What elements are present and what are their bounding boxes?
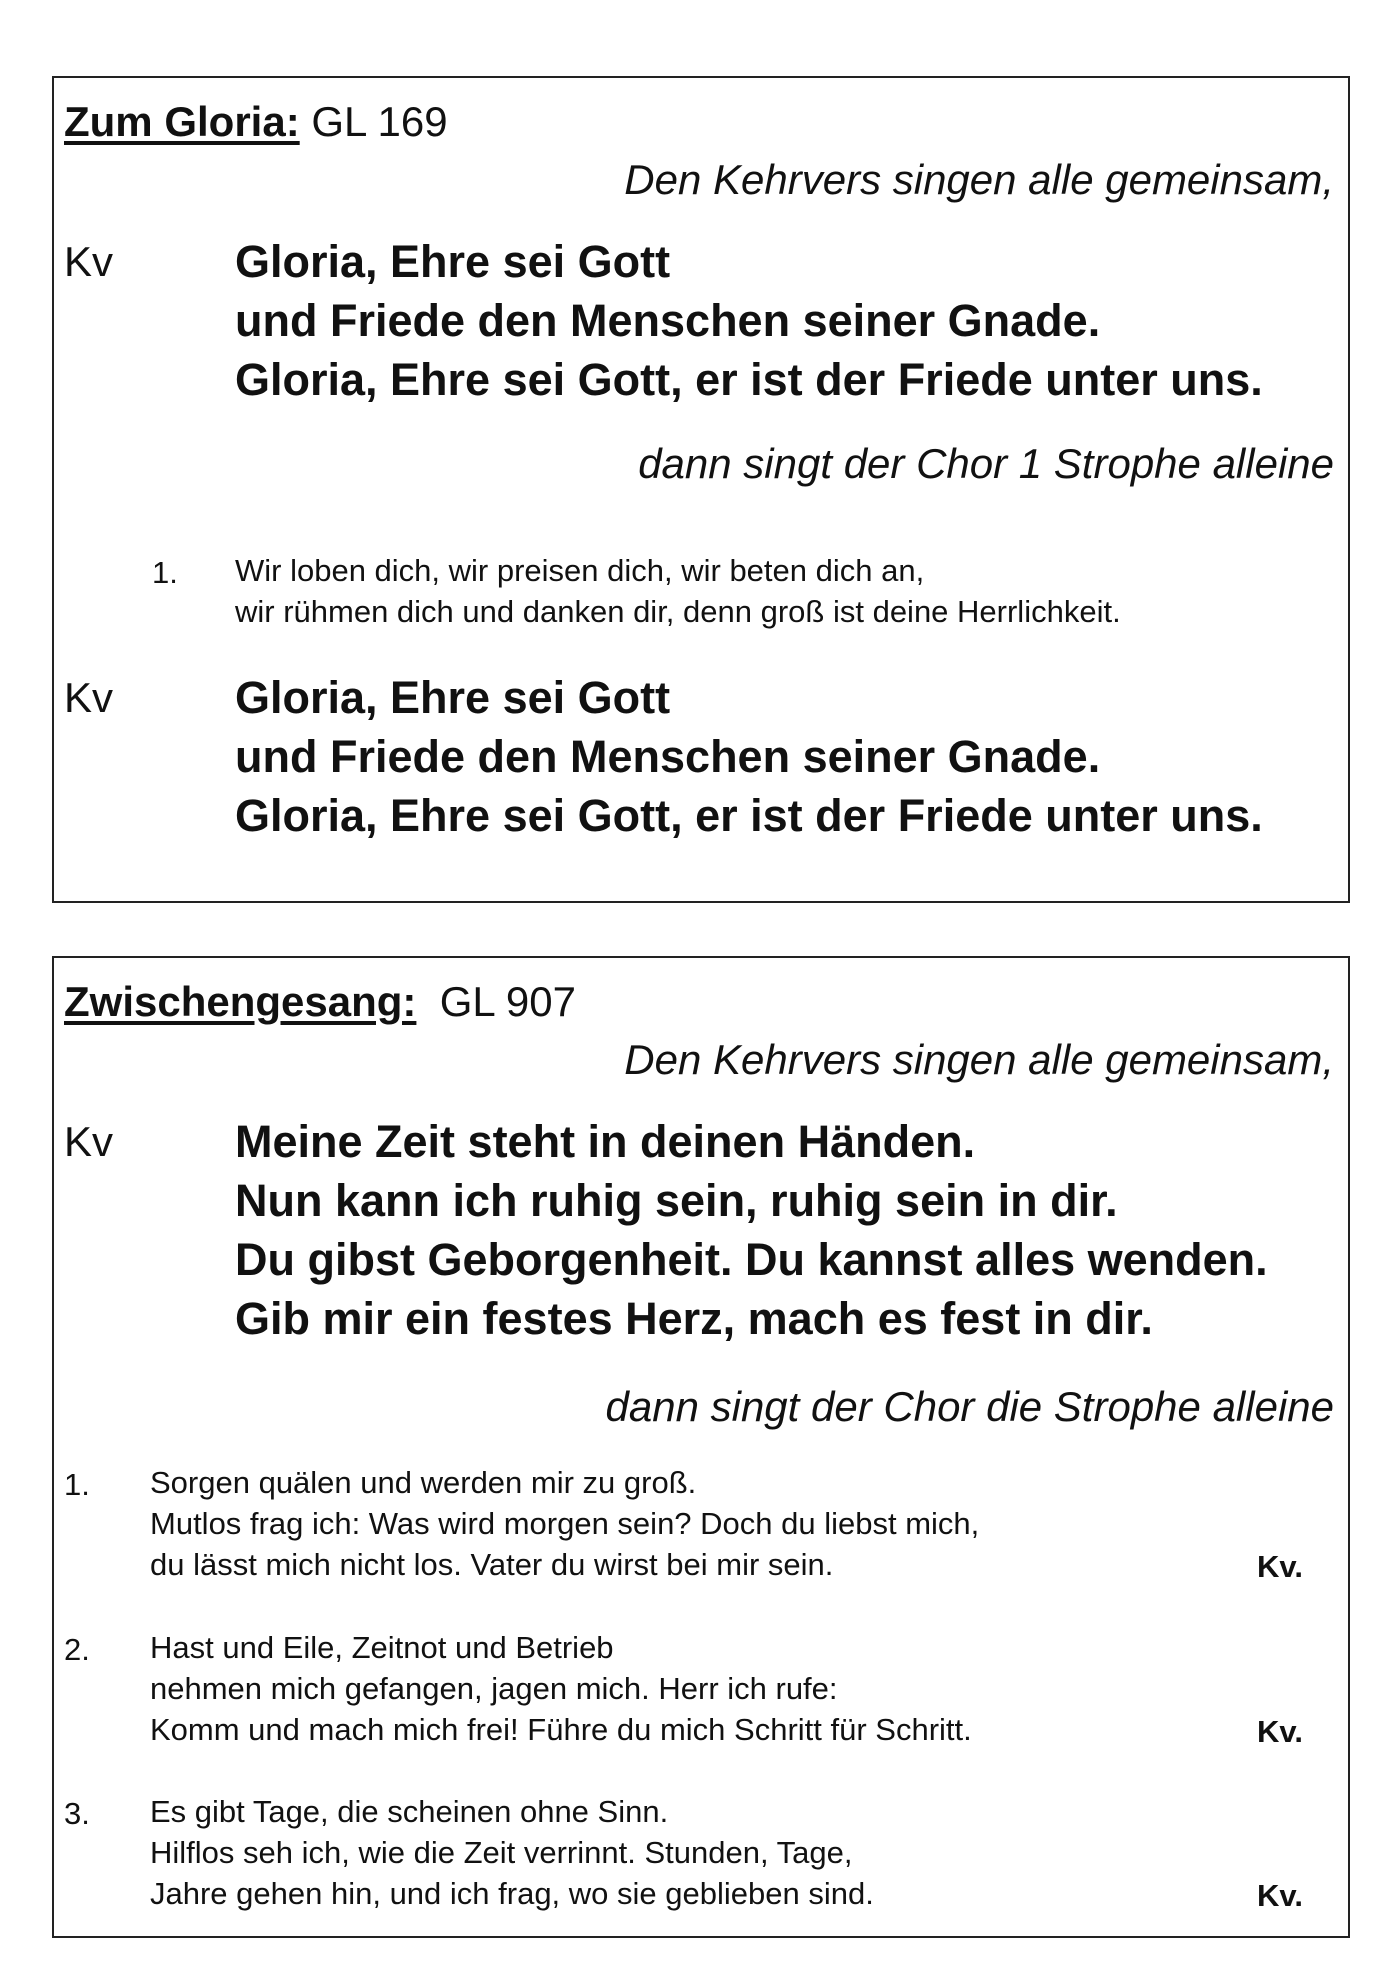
stanza-number: 2. [64, 1632, 90, 1667]
stanza-text [150, 1627, 972, 1750]
refrain-line: Gloria, Ehre sei Gott, er ist der Friede unter uns. [235, 354, 1263, 405]
stanza-line: Wir loben dich, wir preisen dich, wir beten dich an, [235, 553, 925, 588]
refrain-line: Nun kann ich ruhig sein, ruhig sein in dir. [235, 1175, 1118, 1226]
stanza-line: du lässt mich nicht los. Vater du wirst bei mir sein. [150, 1547, 834, 1582]
stanza-line: Jahre gehen hin, und ich frag, wo sie geblieben sind. [150, 1876, 874, 1911]
refrain-line: Du gibst Geborgenheit. Du kannst alles wenden. [235, 1234, 1268, 1285]
zwischengesang-instruction-all: Den Kehrvers singen alle gemeinsam, [624, 1036, 1334, 1083]
zwischengesang-heading [64, 978, 576, 1026]
stanza-kv-reference: Kv. [1257, 1878, 1303, 1913]
stanza-line: Es gibt Tage, die scheinen ohne Sinn. [150, 1794, 669, 1829]
stanza-kv-reference: Kv. [1257, 1549, 1303, 1584]
stanza-line: Komm und mach mich frei! Führe du mich Schritt für Schritt. [150, 1712, 972, 1747]
stanza-kv-reference: Kv. [1257, 1714, 1303, 1749]
zwischengesang-section [52, 956, 1350, 1938]
stanza-text [150, 1462, 979, 1585]
gloria-section [52, 76, 1350, 903]
stanza-number: 3. [64, 1796, 90, 1831]
stanza-line: wir rühmen dich und danken dir, denn groß ist deine Herrlichkeit. [235, 594, 1121, 629]
gloria-stanza-text [235, 550, 1121, 632]
gloria-label: Zum Gloria: [64, 98, 300, 145]
stanza-line: nehmen mich gefangen, jagen mich. Herr ich rufe: [150, 1671, 838, 1706]
zwischengesang-instruction-choir: dann singt der Chor die Strophe alleine [605, 1383, 1334, 1430]
gloria-kv-label: Kv [64, 238, 114, 285]
zwischengesang-label: Zwischengesang: [64, 978, 417, 1025]
stanza-number: 1. [64, 1467, 90, 1502]
gloria-number: GL 169 [311, 98, 448, 145]
gloria-refrain-2 [235, 668, 1263, 845]
stanza-line: Hilflos seh ich, wie die Zeit verrinnt. Stunden, Tage, [150, 1835, 853, 1870]
gloria-instruction-all: Den Kehrvers singen alle gemeinsam, [624, 156, 1334, 203]
refrain-line: Gloria, Ehre sei Gott [235, 672, 671, 723]
gloria-instruction-choir: dann singt der Chor 1 Strophe alleine [638, 440, 1334, 487]
refrain-line: Gloria, Ehre sei Gott [235, 236, 671, 287]
gloria-heading [64, 98, 448, 146]
zwischengesang-number: GL 907 [439, 978, 576, 1025]
refrain-line: und Friede den Menschen seiner Gnade. [235, 295, 1101, 346]
gloria-refrain [235, 232, 1263, 409]
stanza-text [150, 1791, 874, 1914]
refrain-line: und Friede den Menschen seiner Gnade. [235, 731, 1101, 782]
stanza-line: Hast und Eile, Zeitnot und Betrieb [150, 1630, 614, 1665]
refrain-line: Gib mir ein festes Herz, mach es fest in dir. [235, 1293, 1153, 1344]
gloria-kv-label-2: Kv [64, 674, 114, 721]
stanza-line: Sorgen quälen und werden mir zu groß. [150, 1465, 697, 1500]
zwischengesang-refrain [235, 1112, 1268, 1348]
refrain-line: Gloria, Ehre sei Gott, er ist der Friede unter uns. [235, 790, 1263, 841]
stanza-line: Mutlos frag ich: Was wird morgen sein? Doch du liebst mich, [150, 1506, 980, 1541]
gloria-stanza-number: 1. [152, 555, 178, 590]
zwischengesang-kv-label: Kv [64, 1118, 114, 1165]
refrain-line: Meine Zeit steht in deinen Händen. [235, 1116, 976, 1167]
